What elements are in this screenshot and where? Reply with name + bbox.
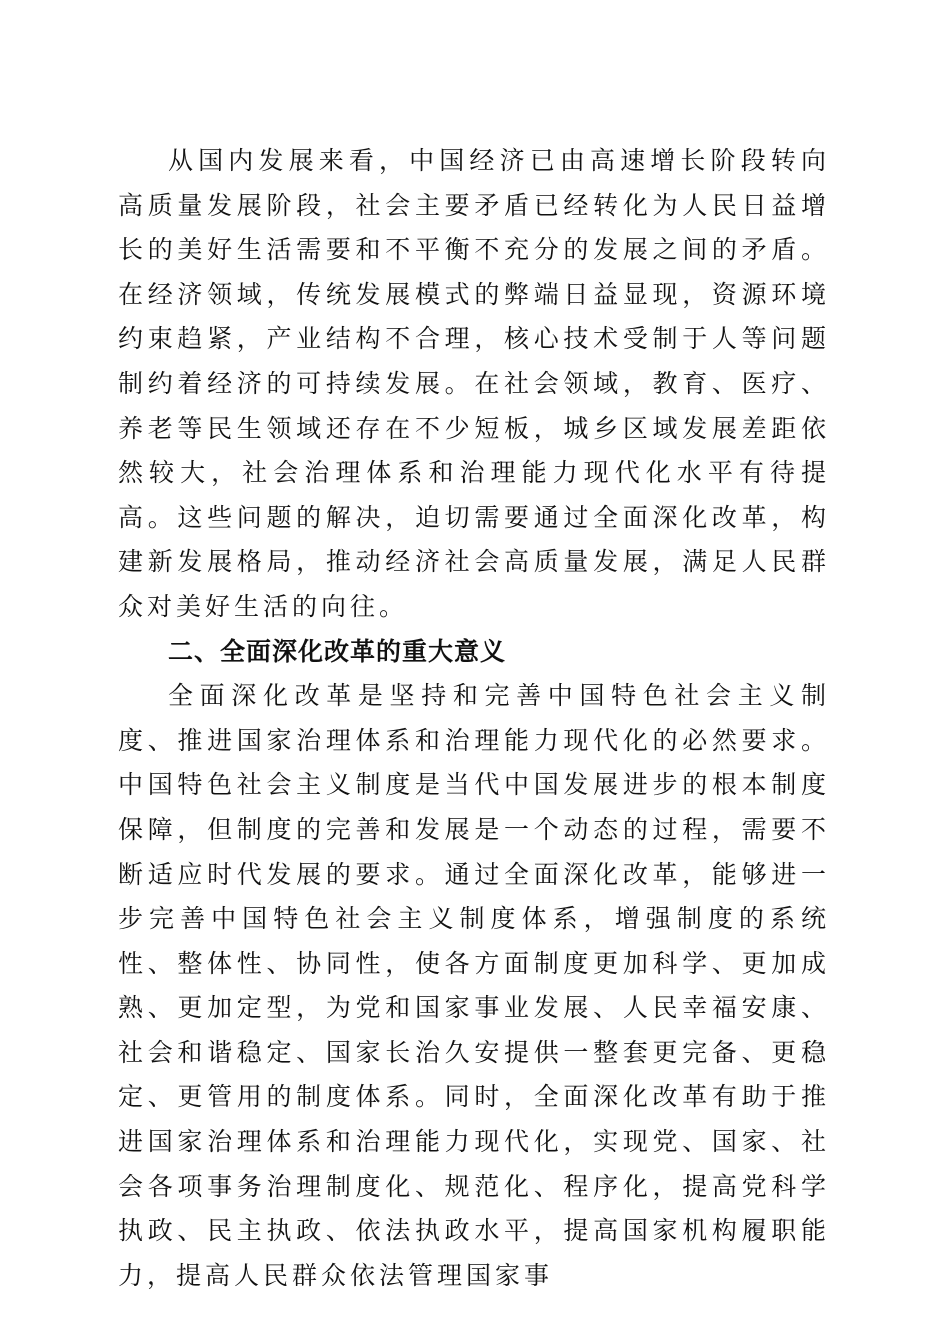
section-heading-significance: 二、全面深化改革的重大意义 [168, 636, 507, 666]
paragraph-reform-significance: 全面深化改革是坚持和完善中国特色社会主义制度、推进国家治理体系和治理能力现代化的必然要求。中国特色社会主义制度是当代中国发展进步的根本制度保障，但制度的完善和发展是一个动态的过程，需要不断适应时代发展的要求。通过全面深化改革，能够进一步完善中国特色社会主义制度体系，增强制度的系统性、整体性、协同性，使各方面制度更加科学、更加成熟、更加定型，为党和国家事业发展、人民幸福安康、社会和谐稳定、国家长治久安提供一整套更完备、更稳定、更管用的制度体系。同时，全面深化改革有助于推进国家治理体系和治理能力现代化，实现党、国家、社会各项事务治理制度化、规范化、程序化，提高党科学执政、民主执政、依法执政水平，提高国家机构履职能力，提高人民群众依法管理国家事 [118, 681, 830, 1290]
document-body [118, 139, 830, 1298]
paragraph-domestic-development: 从国内发展来看，中国经济已由高速增长阶段转向高质量发展阶段，社会主要矛盾已经转化为人民日益增长的美好生活需要和不平衡不充分的发展之间的矛盾。在经济领域，传统发展模式的弊端日益显现，资源环境约束趋紧，产业结构不合理，核心技术受制于人等问题制约着经济的可持续发展。在社会领域，教育、医疗、养老等民生领域还存在不少短板，城乡区域发展差距依然较大，社会治理体系和治理能力现代化水平有待提高。这些问题的解决，迫切需要通过全面深化改革，构建新发展格局，推动经济社会高质量发展，满足人民群众对美好生活的向往。 [118, 146, 830, 621]
